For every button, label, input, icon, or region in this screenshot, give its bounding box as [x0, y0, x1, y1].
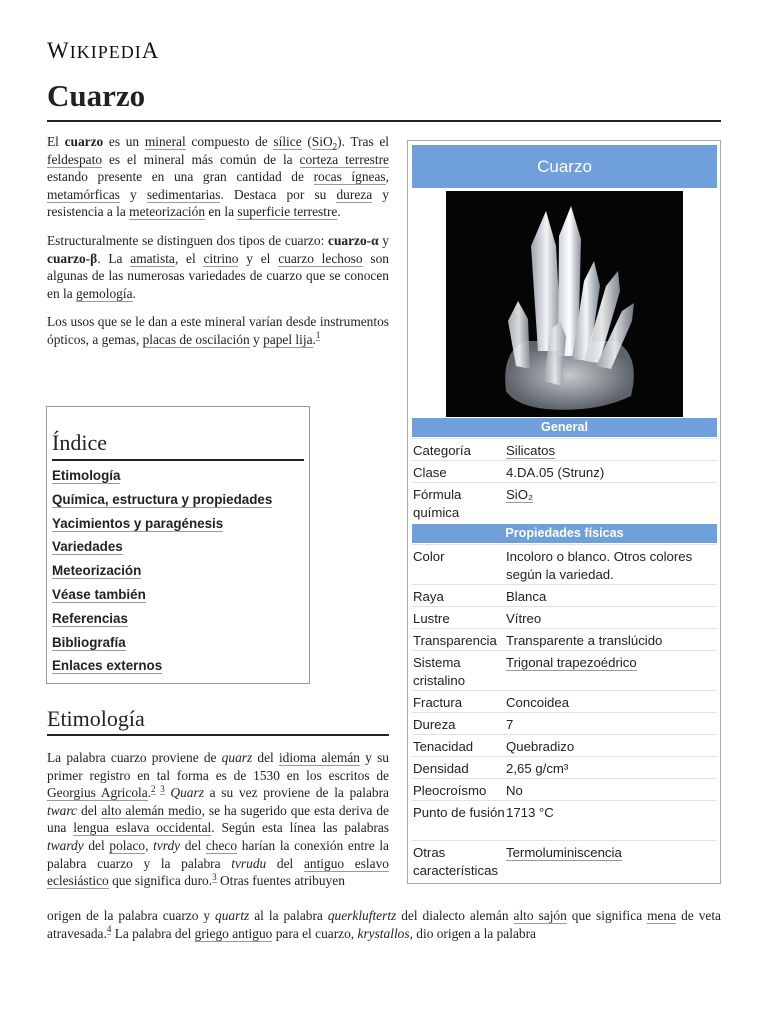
quartz-crystal-drawing [446, 191, 683, 417]
link-silicatos[interactable]: Silicatos [506, 443, 556, 458]
toc-item-bibliografia[interactable]: Bibliografía [52, 634, 126, 650]
link-griego-antiguo[interactable]: griego antiguo [194, 925, 273, 941]
infobox-row: Color Incoloro o blanco. Otros colores según la variedad. [412, 544, 717, 585]
link-citrino[interactable]: citrino [203, 250, 239, 266]
toc-item-variedades[interactable]: Variedades [52, 539, 123, 555]
link-cuarzo-lechoso[interactable]: cuarzo lechoso [278, 250, 363, 266]
etimologia-text-continued: origen de la palabra cuarzo y quartz al la palabra querkluftertz del dialecto alemán alto sajón que significa mena de veta atravesada.$^4$ La palabra del griego antiguo para el cuarzo, krystallos, dio origen a la palabra [47, 908, 721, 941]
link-idioma-aleman[interactable]: idioma alemán [278, 750, 360, 765]
page-title: Cuarzo [47, 76, 721, 122]
toc-item-quimica[interactable]: Química, estructura y propiedades [52, 491, 273, 507]
toc-item-vease-tambien[interactable]: Véase también [52, 586, 146, 602]
link-termoluminiscencia[interactable]: Termoluminiscencia [506, 845, 622, 860]
link-formula[interactable]: SiO₂ [506, 487, 534, 502]
link-checo[interactable]: checo [205, 837, 238, 853]
intro-text: El cuarzo es un mineral compuesto de sílice (SiO$_2$). Tras el feldespato es el mineral más común de la corteza terrestre estando presente en una gran cantidad de rocas ígneas, metamórficas y sedimentarias. Destaca por su dureza y resistencia a la meteorización en la superficie terrestre. Estructuralmente se distinguen dos tipos de cuarzo: cuarzo-α y cuarzo-β. La amatista, el citrino y el cuarzo lechoso son algunas de las numerosas variedades de cuarzo que se conocen en la gemología. Los usos que se le dan a este mineral varían desde instrumentos ópticos, a gemas, placas de oscilación y papel lija.$^1$ [47, 134, 390, 347]
ref-3[interactable]: 3 [160, 783, 165, 794]
link-alto-aleman-medio[interactable]: alto alemán medio [101, 802, 202, 818]
link-sedimentarias[interactable]: sedimentarias [146, 186, 221, 202]
infobox-row: Raya Blanca [412, 584, 717, 607]
infobox-row: Punto de fusión 1713 °C [412, 800, 717, 841]
infobox-row: Clase 4.DA.05 (Strunz) [412, 460, 717, 483]
section-heading-etimologia: Etimología [47, 704, 389, 736]
infobox-section-general: General [412, 418, 717, 437]
toc-heading: Índice [52, 429, 304, 461]
infobox-row: Densidad 2,65 g/cm³ [412, 756, 717, 779]
toc-item-enlaces-externos[interactable]: Enlaces externos [52, 658, 163, 674]
link-gemologia[interactable]: gemología [76, 285, 133, 301]
logo-text: WIKIPEDIA [47, 38, 160, 63]
link-mineral[interactable]: mineral [144, 134, 186, 149]
infobox-section-propiedades: Propiedades físicas [412, 524, 717, 543]
wikipedia-logo[interactable] [47, 38, 159, 64]
infobox-row: Transparencia Transparente a translúcido [412, 628, 717, 651]
ref-4[interactable]: 4 [106, 924, 112, 935]
toc-item-referencias[interactable]: Referencias [52, 610, 128, 626]
infobox-row: Sistema cristalino Trigonal trapezoédrico [412, 650, 717, 691]
link-superficie-terrestre[interactable]: superficie terrestre [237, 204, 338, 220]
link-georgius-agricola[interactable]: Georgius Agricola [47, 785, 148, 801]
toc-item-yacimientos[interactable]: Yacimientos y paragénesis [52, 515, 224, 531]
link-papel-lija[interactable]: papel lija [263, 331, 313, 347]
link-trigonal[interactable]: Trigonal trapezoédrico [506, 655, 637, 670]
ref-3b[interactable]: 3 [212, 871, 217, 882]
link-metamorficas[interactable]: metamórficas [47, 186, 120, 202]
infobox-row: Dureza 7 [412, 712, 717, 735]
link-placas-oscilacion[interactable]: placas de oscilación [142, 331, 250, 347]
link-lengua-eslava[interactable]: lengua eslava occidental [73, 820, 212, 836]
infobox-title: Cuarzo [412, 145, 717, 188]
infobox-row: Categoría Silicatos [412, 438, 717, 461]
link-polaco[interactable]: polaco [109, 837, 146, 853]
link-antiguo-eslavo[interactable]: antiguo eslavo eclesiástico [47, 855, 389, 889]
quartz-crystal-image[interactable] [446, 191, 683, 417]
link-dureza[interactable]: dureza [336, 186, 373, 202]
toc-item-etimologia[interactable]: Etimología [52, 468, 121, 483]
infobox-row: Lustre Vítreo [412, 606, 717, 629]
link-mena[interactable]: mena [647, 908, 677, 923]
link-alto-sajon[interactable]: alto sajón [513, 908, 567, 923]
toc-item-meteorizacion[interactable]: Meteorización [52, 563, 142, 579]
infobox-row: Tenacidad Quebradizo [412, 734, 717, 757]
infobox [407, 140, 721, 884]
table-of-contents [46, 406, 310, 684]
infobox-row: Fractura Concoidea [412, 690, 717, 713]
link-feldespato[interactable]: feldespato [47, 151, 103, 167]
link-sio2[interactable]: SiO$_2$ [311, 134, 338, 152]
infobox-row: Fórmula química SiO₂ [412, 482, 717, 523]
ref-2[interactable]: 2 [151, 783, 156, 794]
link-meteorizacion[interactable]: meteorización [129, 204, 206, 220]
ref-1[interactable]: 1 [315, 330, 321, 341]
link-amatista[interactable]: amatista [130, 250, 175, 266]
link-silice[interactable]: sílice [273, 134, 302, 149]
etimologia-text: La palabra cuarzo proviene de quarz del idioma alemán y su primer registro en tal forma es de 1530 en los escritos de Georgius Agricola.$^{2 3}$ Quarz a su vez proviene de la palabra twarc del alto alemán medio, se ha sugerido que esta deriva de una lengua eslava occidental. Según esta línea las palabras twardy del polaco, tvrdy del checo harían la conexión entre la palabra cuarzo y la palabra tvrudu del antiguo eslavo eclesiástico que significa duro.$^3$ Otras fuentes atribuyen [47, 750, 390, 889]
infobox-row: Pleocroísmo No [412, 778, 717, 801]
link-rocas-igneas[interactable]: rocas ígneas [313, 169, 386, 185]
link-corteza-terrestre[interactable]: corteza terrestre [299, 151, 389, 167]
infobox-row: Otras características Termoluminiscencia [412, 840, 717, 881]
